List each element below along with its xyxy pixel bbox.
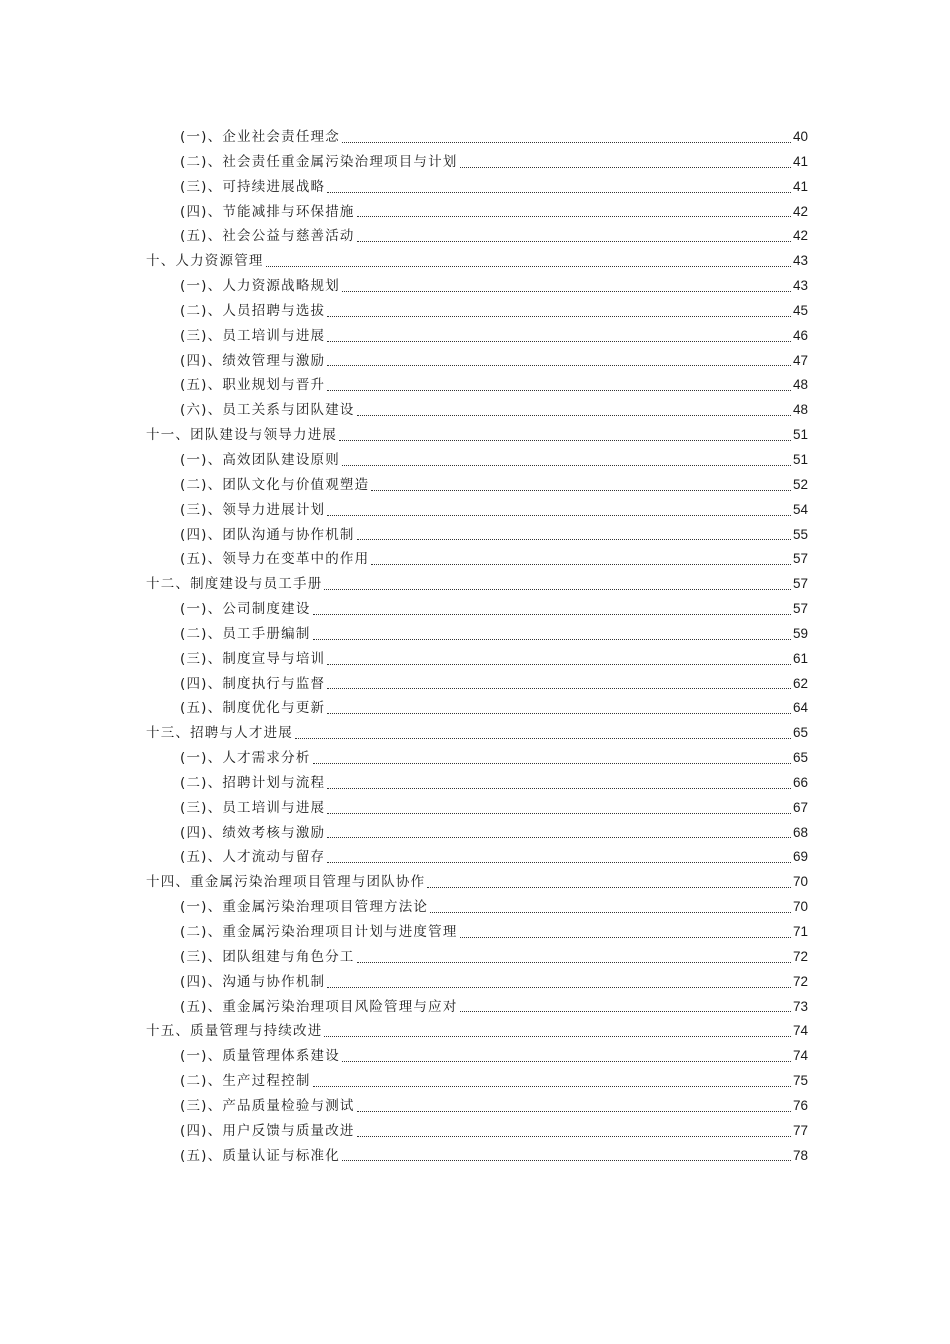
- toc-entry-title: (五)、质量认证与标准化: [180, 1147, 340, 1164]
- toc-entry-title: (五)、领导力在变革中的作用: [180, 551, 370, 568]
- toc-section-entry[interactable]: [146, 945, 808, 970]
- toc-page-number: 51: [792, 451, 808, 467]
- toc-page-number: 75: [792, 1073, 808, 1089]
- toc-entry-title: (一)、企业社会责任理念: [180, 129, 340, 145]
- toc-page-number: 72: [792, 973, 808, 989]
- toc-dot-leader: [327, 862, 791, 863]
- toc-dot-leader: [342, 291, 791, 292]
- toc-page-number: 72: [792, 948, 808, 964]
- toc-section-entry[interactable]: [146, 547, 808, 572]
- toc-dot-leader: [327, 316, 791, 317]
- toc-dot-leader: [357, 241, 791, 242]
- toc-entry-title: (四)、制度执行与监督: [180, 675, 326, 692]
- toc-dot-leader: [357, 539, 791, 540]
- toc-dot-leader: [327, 192, 791, 193]
- toc-dot-leader: [327, 813, 791, 814]
- toc-dot-leader: [430, 912, 791, 913]
- toc-entry-title: 十二、制度建设与员工手册: [146, 576, 323, 593]
- toc-dot-leader: [357, 1111, 791, 1112]
- toc-section-entry[interactable]: [146, 895, 808, 920]
- toc-page-number: 69: [792, 849, 808, 865]
- toc-section-entry[interactable]: [146, 448, 808, 473]
- toc-section-entry[interactable]: [146, 1044, 808, 1069]
- toc-page-number: 70: [792, 874, 808, 890]
- toc-dot-leader: [266, 266, 791, 267]
- toc-entry-title: (二)、员工手册编制: [180, 625, 311, 642]
- toc-section-entry[interactable]: [146, 200, 808, 225]
- toc-section-entry[interactable]: [146, 647, 808, 672]
- toc-entry-title: (三)、可持续进展战略: [180, 178, 326, 195]
- toc-entry-title: (三)、产品质量检验与测试: [180, 1097, 355, 1114]
- toc-entry-title: (一)、人力资源战略规划: [180, 278, 340, 295]
- toc-entry-title: (二)、团队文化与价值观塑造: [180, 476, 370, 493]
- toc-page-number: 52: [792, 476, 808, 492]
- toc-entry-title: (五)、制度优化与更新: [180, 700, 326, 717]
- toc-section-entry[interactable]: [146, 796, 808, 821]
- toc-section-entry[interactable]: [146, 1119, 808, 1144]
- toc-section-entry[interactable]: [146, 995, 808, 1020]
- toc-dot-leader: [327, 365, 791, 366]
- toc-page-number: 74: [792, 1023, 808, 1039]
- toc-page-number: 76: [792, 1097, 808, 1113]
- toc-page-number: 47: [792, 352, 808, 368]
- toc-dot-leader: [427, 887, 791, 888]
- toc-page-number: 45: [792, 302, 808, 318]
- toc-page-number: 71: [792, 924, 808, 939]
- toc-page-number: 59: [792, 625, 808, 641]
- toc-page-number: 48: [792, 402, 808, 418]
- toc-dot-leader: [460, 167, 791, 168]
- toc-entry-title: (四)、绩效考核与激励: [180, 824, 326, 841]
- toc-page-number: 43: [792, 278, 808, 294]
- toc-page-number: 67: [792, 799, 808, 815]
- toc-entry-title: (一)、公司制度建设: [180, 601, 311, 618]
- toc-page-number: 42: [792, 228, 808, 244]
- table-of-contents: [146, 125, 808, 1168]
- toc-dot-leader: [327, 987, 791, 988]
- toc-dot-leader: [327, 515, 791, 516]
- toc-section-entry[interactable]: [146, 224, 808, 249]
- toc-dot-leader: [313, 763, 791, 764]
- toc-entry-title: (一)、重金属污染治理项目管理方法论: [180, 899, 429, 916]
- toc-page-number: 43: [792, 253, 808, 269]
- toc-page-number: 61: [792, 650, 808, 666]
- toc-page-number: 57: [792, 551, 808, 567]
- toc-section-entry[interactable]: [146, 672, 808, 697]
- toc-dot-leader: [342, 1061, 791, 1062]
- toc-dot-leader: [342, 465, 791, 466]
- toc-dot-leader: [295, 738, 791, 739]
- toc-entry-title: (四)、沟通与协作机制: [180, 973, 326, 990]
- toc-page-number: 41: [792, 153, 808, 169]
- toc-page-number: 46: [792, 327, 808, 343]
- toc-section-entry[interactable]: [146, 274, 808, 299]
- toc-page-number: 62: [792, 675, 808, 691]
- toc-dot-leader: [313, 1086, 791, 1087]
- toc-entry-title: (二)、重金属污染治理项目计划与进度管理: [180, 924, 458, 940]
- toc-dot-leader: [327, 837, 791, 838]
- toc-section-entry[interactable]: [146, 498, 808, 523]
- toc-dot-leader: [339, 440, 791, 441]
- toc-entry-title: 十四、重金属污染治理项目管理与团队协作: [146, 874, 426, 891]
- toc-dot-leader: [327, 688, 791, 689]
- toc-section-entry[interactable]: [146, 1069, 808, 1094]
- toc-section-entry[interactable]: [146, 746, 808, 771]
- toc-chapter-entry[interactable]: [146, 423, 808, 448]
- toc-section-entry[interactable]: [146, 970, 808, 995]
- toc-page-number: 55: [792, 526, 808, 542]
- toc-dot-leader: [324, 1036, 791, 1037]
- toc-entry-title: (四)、节能减排与环保措施: [180, 203, 355, 220]
- toc-dot-leader: [327, 341, 791, 342]
- toc-page-number: 54: [792, 501, 808, 517]
- toc-section-entry[interactable]: [146, 696, 808, 721]
- toc-page-number: 65: [792, 750, 808, 766]
- toc-entry-title: (二)、招聘计划与流程: [180, 774, 326, 791]
- toc-page-number: 70: [792, 899, 808, 915]
- toc-section-entry[interactable]: [146, 398, 808, 423]
- toc-section-entry[interactable]: [146, 622, 808, 647]
- toc-section-entry[interactable]: [146, 299, 808, 324]
- toc-chapter-entry[interactable]: [146, 870, 808, 895]
- toc-entry-title: (三)、制度宣导与培训: [180, 650, 326, 667]
- toc-dot-leader: [460, 937, 791, 938]
- toc-page-number: 48: [792, 377, 808, 393]
- toc-page-number: 41: [792, 178, 808, 194]
- toc-entry-title: (三)、员工培训与进展: [180, 799, 326, 816]
- toc-page-number: 77: [792, 1122, 808, 1138]
- toc-entry-title: (三)、团队组建与角色分工: [180, 948, 355, 965]
- toc-entry-title: (一)、质量管理体系建设: [180, 1048, 340, 1065]
- toc-dot-leader: [342, 142, 791, 143]
- toc-entry-title: (六)、员工关系与团队建设: [180, 402, 355, 419]
- toc-page-number: 78: [792, 1147, 808, 1163]
- toc-dot-leader: [324, 589, 791, 590]
- toc-entry-title: (五)、社会公益与慈善活动: [180, 228, 355, 245]
- toc-page-number: 74: [792, 1048, 808, 1064]
- toc-chapter-entry[interactable]: [146, 721, 808, 746]
- toc-chapter-entry[interactable]: [146, 572, 808, 597]
- toc-dot-leader: [371, 564, 791, 565]
- toc-entry-title: (四)、团队沟通与协作机制: [180, 526, 355, 543]
- toc-page-number: 65: [792, 725, 808, 741]
- toc-dot-leader: [342, 1160, 791, 1161]
- toc-chapter-entry[interactable]: [146, 249, 808, 274]
- toc-page-number: 73: [792, 998, 808, 1014]
- toc-section-entry[interactable]: [146, 920, 808, 945]
- toc-entry-title: (一)、高效团队建设原则: [180, 451, 340, 468]
- toc-entry-title: (五)、人才流动与留存: [180, 849, 326, 866]
- toc-section-entry[interactable]: [146, 771, 808, 796]
- toc-entry-title: (四)、绩效管理与激励: [180, 352, 326, 369]
- toc-page-number: 42: [792, 203, 808, 219]
- toc-section-entry[interactable]: [146, 821, 808, 846]
- toc-dot-leader: [357, 962, 791, 963]
- toc-section-entry[interactable]: [146, 1094, 808, 1119]
- toc-section-entry[interactable]: [146, 175, 808, 200]
- toc-dot-leader: [313, 639, 791, 640]
- toc-chapter-entry[interactable]: [146, 1019, 808, 1044]
- toc-dot-leader: [371, 490, 791, 491]
- toc-entry-title: (二)、人员招聘与选拔: [180, 302, 326, 319]
- toc-entry-title: 十三、招聘与人才进展: [146, 725, 293, 742]
- toc-dot-leader: [327, 788, 791, 789]
- toc-section-entry[interactable]: [146, 150, 808, 175]
- toc-page-number: 57: [792, 576, 808, 592]
- toc-entry-title: (五)、重金属污染治理项目风险管理与应对: [180, 998, 458, 1015]
- toc-dot-leader: [460, 1011, 791, 1012]
- toc-page-number: 64: [792, 700, 808, 716]
- toc-section-entry[interactable]: [146, 473, 808, 498]
- toc-dot-leader: [313, 614, 791, 615]
- toc-section-entry[interactable]: [146, 125, 808, 150]
- toc-section-entry[interactable]: [146, 373, 808, 398]
- toc-entry-title: (三)、领导力进展计划: [180, 501, 326, 518]
- toc-dot-leader: [357, 1136, 791, 1137]
- toc-section-entry[interactable]: [146, 324, 808, 349]
- toc-page-number: 66: [792, 774, 808, 790]
- toc-entry-title: (一)、人才需求分析: [180, 750, 311, 767]
- toc-section-entry[interactable]: [146, 845, 808, 870]
- toc-dot-leader: [357, 216, 791, 217]
- toc-section-entry[interactable]: [146, 349, 808, 374]
- toc-entry-title: (二)、社会责任重金属污染治理项目与计划: [180, 153, 458, 170]
- toc-entry-title: (三)、员工培训与进展: [180, 327, 326, 344]
- toc-section-entry[interactable]: [146, 1144, 808, 1169]
- toc-dot-leader: [357, 415, 791, 416]
- toc-section-entry[interactable]: [146, 523, 808, 548]
- toc-section-entry[interactable]: [146, 597, 808, 622]
- toc-dot-leader: [327, 390, 791, 391]
- toc-dot-leader: [327, 713, 791, 714]
- toc-dot-leader: [327, 664, 791, 665]
- toc-entry-title: (二)、生产过程控制: [180, 1073, 311, 1090]
- toc-page-number: 51: [792, 427, 808, 443]
- toc-page-number: 68: [792, 824, 808, 840]
- toc-entry-title: 十五、质量管理与持续改进: [146, 1023, 323, 1040]
- toc-entry-title: (五)、职业规划与晋升: [180, 377, 326, 394]
- toc-entry-title: 十一、团队建设与领导力进展: [146, 427, 338, 444]
- toc-page-number: 40: [792, 129, 808, 144]
- toc-entry-title: (四)、用户反馈与质量改进: [180, 1122, 355, 1139]
- toc-entry-title: 十、人力资源管理: [146, 253, 264, 270]
- toc-page-number: 57: [792, 601, 808, 617]
